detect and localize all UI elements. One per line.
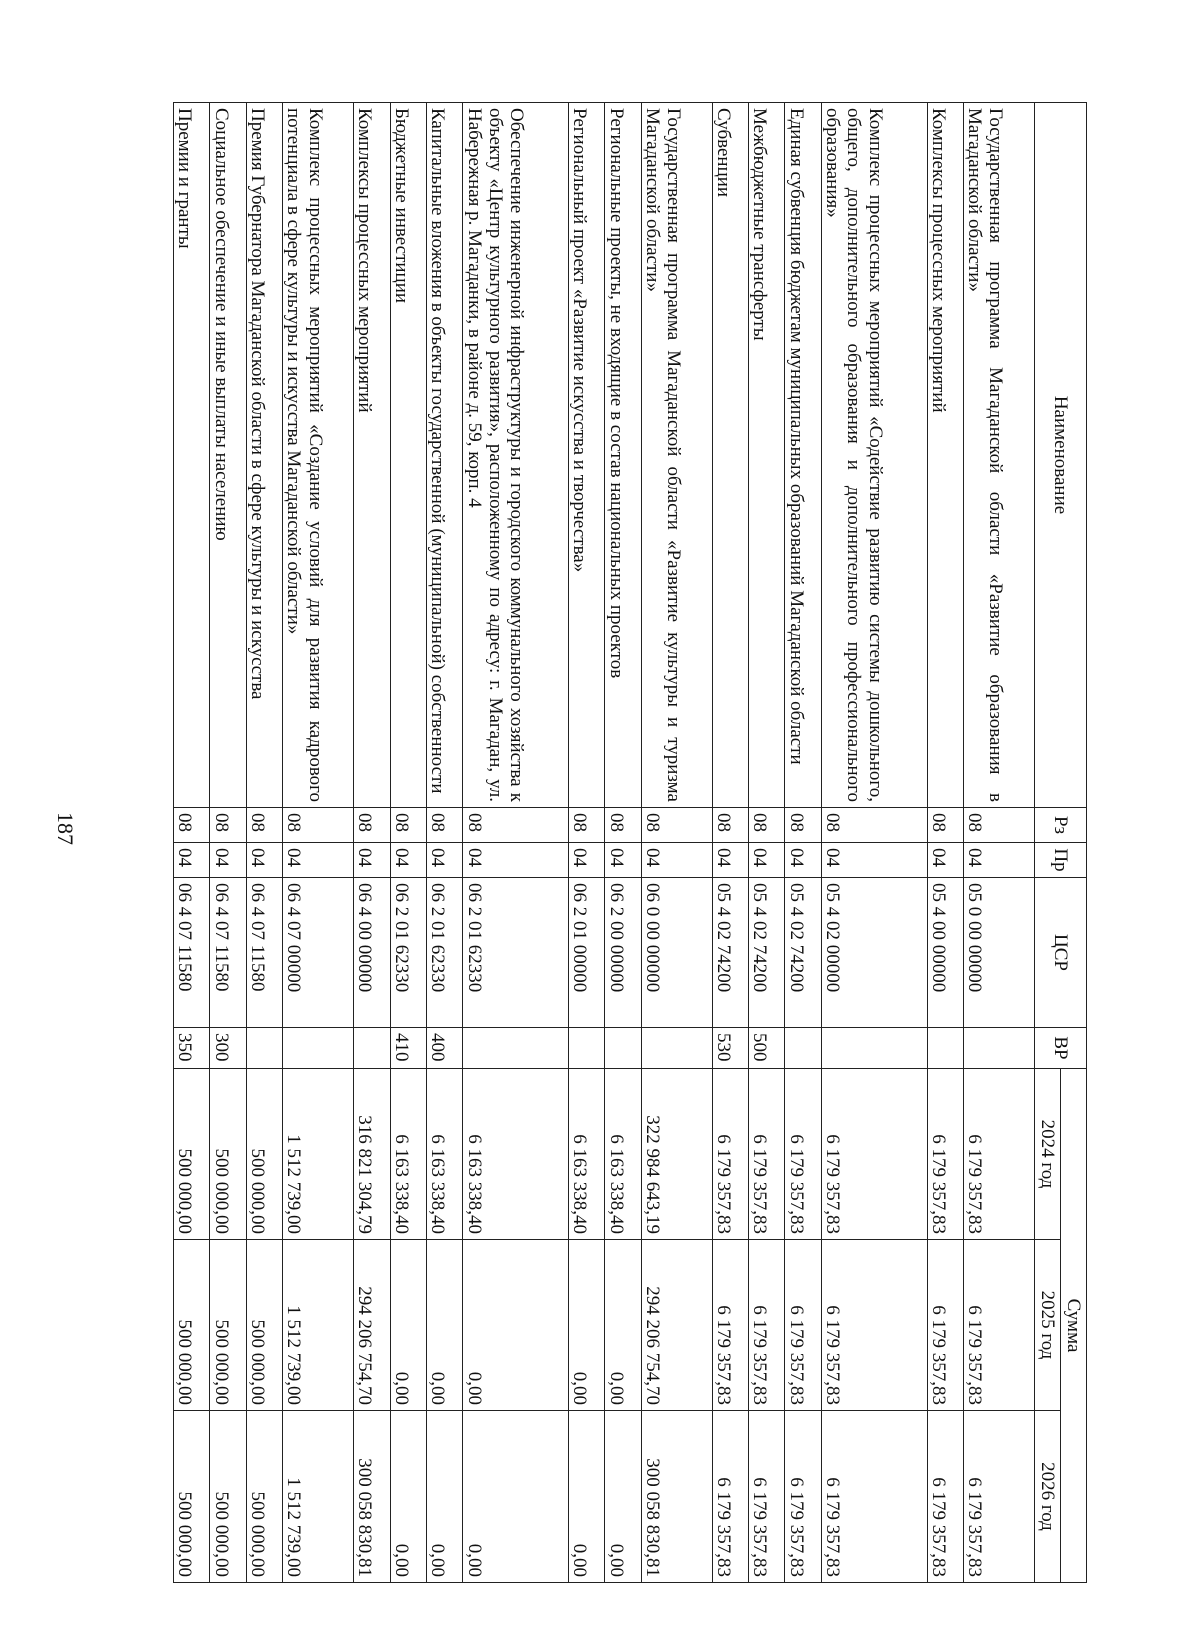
row-vr — [283, 1028, 354, 1069]
row-sum-2024: 6 179 357,83 — [927, 1069, 963, 1240]
row-sum-2025: 6 179 357,83 — [785, 1240, 821, 1411]
row-csr: 06 2 01 62330 — [390, 878, 426, 1028]
header-year-2025: 2025 год — [1035, 1240, 1061, 1411]
row-rz: 08 — [569, 808, 605, 843]
row-csr: 06 4 07 11580 — [174, 878, 210, 1028]
row-name: Капитальные вложения в объекты государственной (муниципальной) собственности — [426, 103, 462, 808]
row-csr: 06 4 07 11580 — [210, 878, 246, 1028]
row-sum-2026: 6 179 357,83 — [963, 1411, 1034, 1583]
row-sum-2025: 0,00 — [426, 1240, 462, 1411]
row-sum-2026: 0,00 — [426, 1411, 462, 1583]
row-sum-2026: 0,00 — [463, 1411, 569, 1583]
row-sum-2025: 0,00 — [463, 1240, 569, 1411]
row-sum-2025: 500 000,00 — [246, 1240, 282, 1411]
row-rz: 08 — [426, 808, 462, 843]
row-name: Региональные проекты, не входящие в состав национальных проектов — [605, 103, 641, 808]
row-rz: 08 — [354, 808, 390, 843]
row-pr: 04 — [354, 843, 390, 878]
row-sum-2026: 300 058 830,81 — [354, 1411, 390, 1583]
row-pr: 04 — [390, 843, 426, 878]
row-sum-2024: 500 000,00 — [174, 1069, 210, 1240]
row-csr: 05 4 00 00000 — [927, 878, 963, 1028]
row-name: Социальное обеспечение и иные выплаты населению — [210, 103, 246, 808]
row-name: Субвенции — [712, 103, 748, 808]
budget-table — [173, 102, 1087, 1583]
row-name: Межбюджетные трансферты — [749, 103, 785, 808]
row-sum-2025: 6 179 357,83 — [963, 1240, 1034, 1411]
row-rz: 08 — [712, 808, 748, 843]
row-pr: 04 — [283, 843, 354, 878]
row-pr: 04 — [927, 843, 963, 878]
header-pr: Пр — [1035, 843, 1087, 878]
row-rz: 08 — [963, 808, 1034, 843]
header-vr: ВР — [1035, 1028, 1087, 1069]
row-vr — [246, 1028, 282, 1069]
row-name: Комплексы процессных мероприятий — [927, 103, 963, 808]
row-vr — [463, 1028, 569, 1069]
row-sum-2025: 294 206 754,70 — [641, 1240, 712, 1411]
row-sum-2024: 6 179 357,83 — [749, 1069, 785, 1240]
table-header — [1035, 103, 1087, 1583]
table-row — [749, 103, 785, 1583]
row-sum-2026: 0,00 — [605, 1411, 641, 1583]
row-name: Государственная программа Магаданской области «Развитие образования в Магаданской области» — [963, 103, 1034, 808]
row-sum-2026: 6 179 357,83 — [821, 1411, 927, 1583]
row-vr: 350 — [174, 1028, 210, 1069]
row-pr: 04 — [712, 843, 748, 878]
row-vr — [354, 1028, 390, 1069]
row-rz: 08 — [785, 808, 821, 843]
row-rz: 08 — [641, 808, 712, 843]
row-sum-2025: 294 206 754,70 — [354, 1240, 390, 1411]
table-row — [210, 103, 246, 1583]
row-sum-2025: 6 179 357,83 — [749, 1240, 785, 1411]
table-row — [569, 103, 605, 1583]
row-vr: 300 — [210, 1028, 246, 1069]
header-year-2026: 2026 год — [1035, 1411, 1061, 1583]
row-csr: 06 4 07 11580 — [246, 878, 282, 1028]
row-name: Обеспечение инженерной инфраструктуры и городского коммунального хозяйства к объекту «Центр культурного развития», расположенному по адресу: г. Магадан, ул. Набережная р. Магаданки, в районе д. 59, корп. 4 — [463, 103, 569, 808]
row-sum-2026: 1 512 739,00 — [283, 1411, 354, 1583]
row-pr: 04 — [749, 843, 785, 878]
row-sum-2025: 0,00 — [605, 1240, 641, 1411]
row-sum-2025: 1 512 739,00 — [283, 1240, 354, 1411]
row-sum-2024: 6 179 357,83 — [712, 1069, 748, 1240]
row-sum-2026: 300 058 830,81 — [641, 1411, 712, 1583]
table-body — [174, 103, 1035, 1583]
row-sum-2024: 322 984 643,19 — [641, 1069, 712, 1240]
row-sum-2024: 500 000,00 — [246, 1069, 282, 1240]
row-sum-2024: 6 163 338,40 — [569, 1069, 605, 1240]
row-vr — [963, 1028, 1034, 1069]
row-sum-2025: 0,00 — [390, 1240, 426, 1411]
row-sum-2026: 6 179 357,83 — [927, 1411, 963, 1583]
row-sum-2025: 6 179 357,83 — [821, 1240, 927, 1411]
row-rz: 08 — [927, 808, 963, 843]
row-name: Комплекс процессных мероприятий «Содействие развитию системы дошкольного, общего, дополнительного образования и дополнительного профессионального образования» — [821, 103, 927, 808]
row-sum-2026: 6 179 357,83 — [749, 1411, 785, 1583]
row-pr: 04 — [174, 843, 210, 878]
table-row — [354, 103, 390, 1583]
row-sum-2024: 1 512 739,00 — [283, 1069, 354, 1240]
row-sum-2024: 6 163 338,40 — [426, 1069, 462, 1240]
row-name: Комплекс процессных мероприятий «Создание условий для развития кадрового потенциала в сфере культуры и искусства Магаданской области» — [283, 103, 354, 808]
header-name: Наименование — [1035, 103, 1087, 808]
row-csr: 06 2 01 62330 — [463, 878, 569, 1028]
row-sum-2025: 500 000,00 — [174, 1240, 210, 1411]
row-pr: 04 — [641, 843, 712, 878]
row-name: Единая субвенция бюджетам муниципальных образований Магаданской области — [785, 103, 821, 808]
row-sum-2026: 500 000,00 — [174, 1411, 210, 1583]
row-sum-2024: 6 179 357,83 — [821, 1069, 927, 1240]
row-rz: 08 — [390, 808, 426, 843]
row-vr — [569, 1028, 605, 1069]
table-row — [821, 103, 927, 1583]
row-vr — [927, 1028, 963, 1069]
row-sum-2024: 316 821 304,79 — [354, 1069, 390, 1240]
row-name: Комплексы процессных мероприятий — [354, 103, 390, 808]
row-pr: 04 — [569, 843, 605, 878]
row-csr: 06 2 00 00000 — [605, 878, 641, 1028]
row-vr: 400 — [426, 1028, 462, 1069]
row-sum-2024: 6 163 338,40 — [463, 1069, 569, 1240]
table-row — [426, 103, 462, 1583]
table-row — [283, 103, 354, 1583]
row-name: Региональный проект «Развитие искусства и творчества» — [569, 103, 605, 808]
row-rz: 08 — [174, 808, 210, 843]
row-rz: 08 — [210, 808, 246, 843]
header-year-2024: 2024 год — [1035, 1069, 1061, 1240]
row-vr: 410 — [390, 1028, 426, 1069]
row-rz: 08 — [463, 808, 569, 843]
row-pr: 04 — [463, 843, 569, 878]
row-rz: 08 — [605, 808, 641, 843]
row-sum-2025: 500 000,00 — [210, 1240, 246, 1411]
row-vr: 500 — [749, 1028, 785, 1069]
row-sum-2024: 6 163 338,40 — [390, 1069, 426, 1240]
table-row — [605, 103, 641, 1583]
row-sum-2026: 6 179 357,83 — [785, 1411, 821, 1583]
rotated-page — [173, 102, 1087, 1582]
row-vr — [605, 1028, 641, 1069]
table-row — [712, 103, 748, 1583]
table-row — [246, 103, 282, 1583]
row-sum-2024: 6 179 357,83 — [963, 1069, 1034, 1240]
row-sum-2024: 6 179 357,83 — [785, 1069, 821, 1240]
header-csr: ЦСР — [1035, 878, 1087, 1028]
row-csr: 05 4 02 00000 — [821, 878, 927, 1028]
row-pr: 04 — [785, 843, 821, 878]
row-csr: 06 0 00 00000 — [641, 878, 712, 1028]
row-pr: 04 — [963, 843, 1034, 878]
page-number: 187 — [53, 812, 78, 845]
row-csr: 06 4 00 00000 — [354, 878, 390, 1028]
row-sum-2026: 500 000,00 — [210, 1411, 246, 1583]
row-csr: 06 4 07 00000 — [283, 878, 354, 1028]
row-csr: 05 4 02 74200 — [749, 878, 785, 1028]
table-row — [463, 103, 569, 1583]
row-sum-2026: 500 000,00 — [246, 1411, 282, 1583]
row-name: Премии и гранты — [174, 103, 210, 808]
row-sum-2026: 0,00 — [390, 1411, 426, 1583]
table-row — [963, 103, 1034, 1583]
row-csr: 06 2 01 62330 — [426, 878, 462, 1028]
row-pr: 04 — [821, 843, 927, 878]
table-row — [390, 103, 426, 1583]
row-rz: 08 — [283, 808, 354, 843]
row-vr — [785, 1028, 821, 1069]
row-pr: 04 — [210, 843, 246, 878]
row-rz: 08 — [246, 808, 282, 843]
row-csr: 05 0 00 00000 — [963, 878, 1034, 1028]
row-pr: 04 — [605, 843, 641, 878]
row-rz: 08 — [821, 808, 927, 843]
header-sum: Сумма — [1061, 1069, 1087, 1583]
row-name: Бюджетные инвестиции — [390, 103, 426, 808]
table-row — [174, 103, 210, 1583]
row-vr — [821, 1028, 927, 1069]
row-pr: 04 — [426, 843, 462, 878]
row-csr: 05 4 02 74200 — [785, 878, 821, 1028]
row-sum-2026: 6 179 357,83 — [712, 1411, 748, 1583]
row-sum-2025: 0,00 — [569, 1240, 605, 1411]
row-sum-2024: 6 163 338,40 — [605, 1069, 641, 1240]
row-vr: 530 — [712, 1028, 748, 1069]
row-name: Премия Губернатора Магаданской области в сфере культуры и искусства — [246, 103, 282, 808]
row-sum-2024: 500 000,00 — [210, 1069, 246, 1240]
row-pr: 04 — [246, 843, 282, 878]
row-sum-2025: 6 179 357,83 — [712, 1240, 748, 1411]
table-row — [641, 103, 712, 1583]
row-csr: 06 2 01 00000 — [569, 878, 605, 1028]
row-csr: 05 4 02 74200 — [712, 878, 748, 1028]
row-vr — [641, 1028, 712, 1069]
row-sum-2026: 0,00 — [569, 1411, 605, 1583]
header-rz: Рз — [1035, 808, 1087, 843]
row-sum-2025: 6 179 357,83 — [927, 1240, 963, 1411]
row-name: Государственная программа Магаданской области «Развитие культуры и туризма Магаданской области» — [641, 103, 712, 808]
table-row — [785, 103, 821, 1583]
row-rz: 08 — [749, 808, 785, 843]
table-row — [927, 103, 963, 1583]
